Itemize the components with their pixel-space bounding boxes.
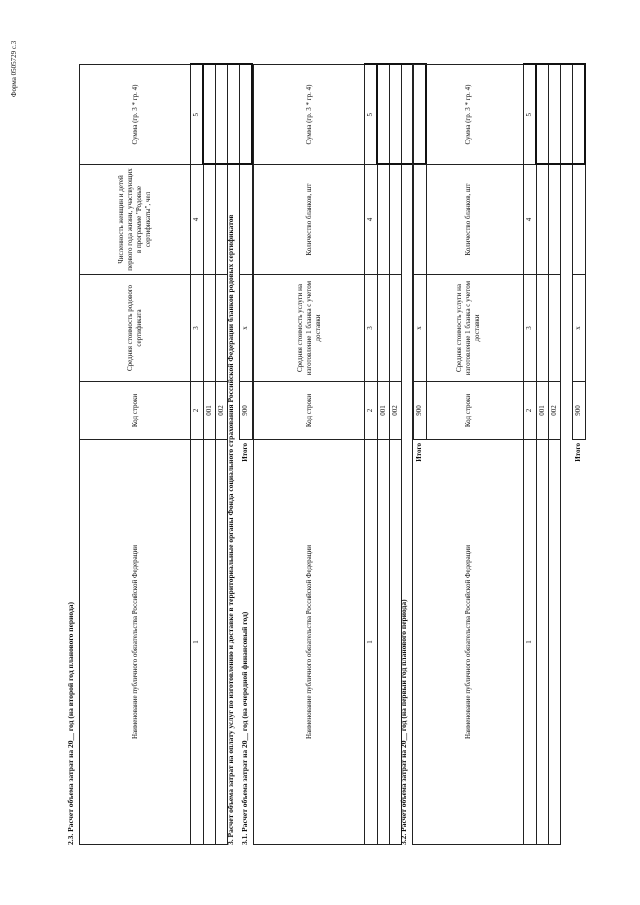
col-number: 3 [365,275,378,382]
code-cell: 001 [203,382,216,440]
quantity-cell[interactable] [549,165,561,275]
header-code: Код строки [413,382,524,440]
header-sum: Сумма (гр. 3 * гр. 4) [80,65,191,165]
total-code: 900 [414,382,427,440]
code-cell: 001 [377,382,390,440]
col-number: 5 [365,65,378,165]
quantity-cell[interactable] [203,165,216,275]
col-number: 3 [524,275,537,382]
total-col3: x [240,275,253,382]
code-cell: 002 [390,382,402,440]
form-code: Форма 0505729 с.3 [10,40,18,97]
header-quantity: Количество бланков, шт [254,165,365,275]
total-label: Итого [415,443,424,462]
total-row [573,65,586,845]
code-cell: 001 [536,382,549,440]
header-name: Наименование публичного обязательства Российской Федерации [413,440,524,845]
avg-cost-cell[interactable] [203,275,216,382]
quantity-cell[interactable] [536,165,549,275]
header-sum: Сумма (гр. 3 * гр. 4) [413,65,524,165]
col-number: 3 [191,275,204,382]
table-row [203,65,216,845]
avg-cost-cell[interactable] [390,275,402,382]
sum-cell-blank[interactable] [561,65,573,165]
table-row [561,65,573,845]
name-cell[interactable] [377,440,390,845]
section-2-3-heading: 2.3. Расчет объема затрат на 20__ год (на второй год планового периода) [66,602,75,845]
col-number: 4 [191,165,204,275]
sum-cell-blank[interactable] [228,65,240,165]
avg-cost-cell[interactable] [549,275,561,382]
sum-cell[interactable] [203,65,216,165]
header-quantity: Количество бланков, шт [413,165,524,275]
col-number: 5 [524,65,537,165]
header-code: Код строки [80,382,191,440]
total-col3: x [414,275,427,382]
code-cell: 002 [216,382,228,440]
header-avg-cost: Средняя стоимость услуги на изготовление 1 бланка с учетом доставки [413,275,524,382]
table-row [377,65,390,845]
total-quantity[interactable] [573,165,586,275]
total-sum[interactable] [240,65,253,165]
total-label: Итого [574,443,583,462]
table-row [549,65,561,845]
header-quantity: Численность женщин и детей первого года жизни, участвующих в программе "Родовые сертификаты", чел [80,165,191,275]
avg-cost-cell[interactable] [536,275,549,382]
header-sum: Сумма (гр. 3 * гр. 4) [254,65,365,165]
col-number: 1 [524,440,537,845]
header-name: Наименование публичного обязательства Российской Федерации [80,440,191,845]
code-cell: 002 [549,382,561,440]
col-number: 1 [365,440,378,845]
header-code: Код строки [254,382,365,440]
sum-cell[interactable] [549,65,561,165]
total-sum[interactable] [573,65,586,165]
name-cell[interactable] [536,440,549,845]
header-avg-cost: Средняя стоимость родового сертификата [80,275,191,382]
name-cell[interactable] [549,440,561,845]
header-name: Наименование публичного обязательства Российской Федерации [254,440,365,845]
sum-cell[interactable] [390,65,402,165]
section-3-heading: 3. Расчет объема затрат на оплату услуг по изготовлению и доставке в территориальные органы Фонда социального страхования Российской Федерации бланков родовых сертификатов [226,214,235,845]
table-row [536,65,549,845]
total-code: 900 [240,382,253,440]
quantity-cell[interactable] [377,165,390,275]
col-number: 2 [524,382,537,440]
section-3-1-heading: 3.1. Расчет объема затрат на 20__ год (на очередной финансовый год) [240,611,249,845]
total-quantity[interactable] [240,165,253,275]
section-3-2-heading: 3.2. Расчет объема затрат на 20__ год (на первый год планового периода) [399,599,408,845]
sum-cell[interactable] [216,65,228,165]
col-number: 1 [191,440,204,845]
total-code: 900 [573,382,586,440]
col-number: 2 [191,382,204,440]
header-avg-cost: Средняя стоимость услуги на изготовление 1 бланка с учетом доставки [254,275,365,382]
col-number: 4 [524,165,537,275]
total-label: Итого [241,443,250,462]
table-3-2 [412,64,586,846]
total-col3: x [573,275,586,382]
col-number: 5 [191,65,204,165]
sum-cell[interactable] [377,65,390,165]
quantity-cell[interactable] [390,165,402,275]
sum-cell[interactable] [536,65,549,165]
col-number: 4 [365,165,378,275]
col-number: 2 [365,382,378,440]
name-cell[interactable] [203,440,216,845]
avg-cost-cell[interactable] [377,275,390,382]
